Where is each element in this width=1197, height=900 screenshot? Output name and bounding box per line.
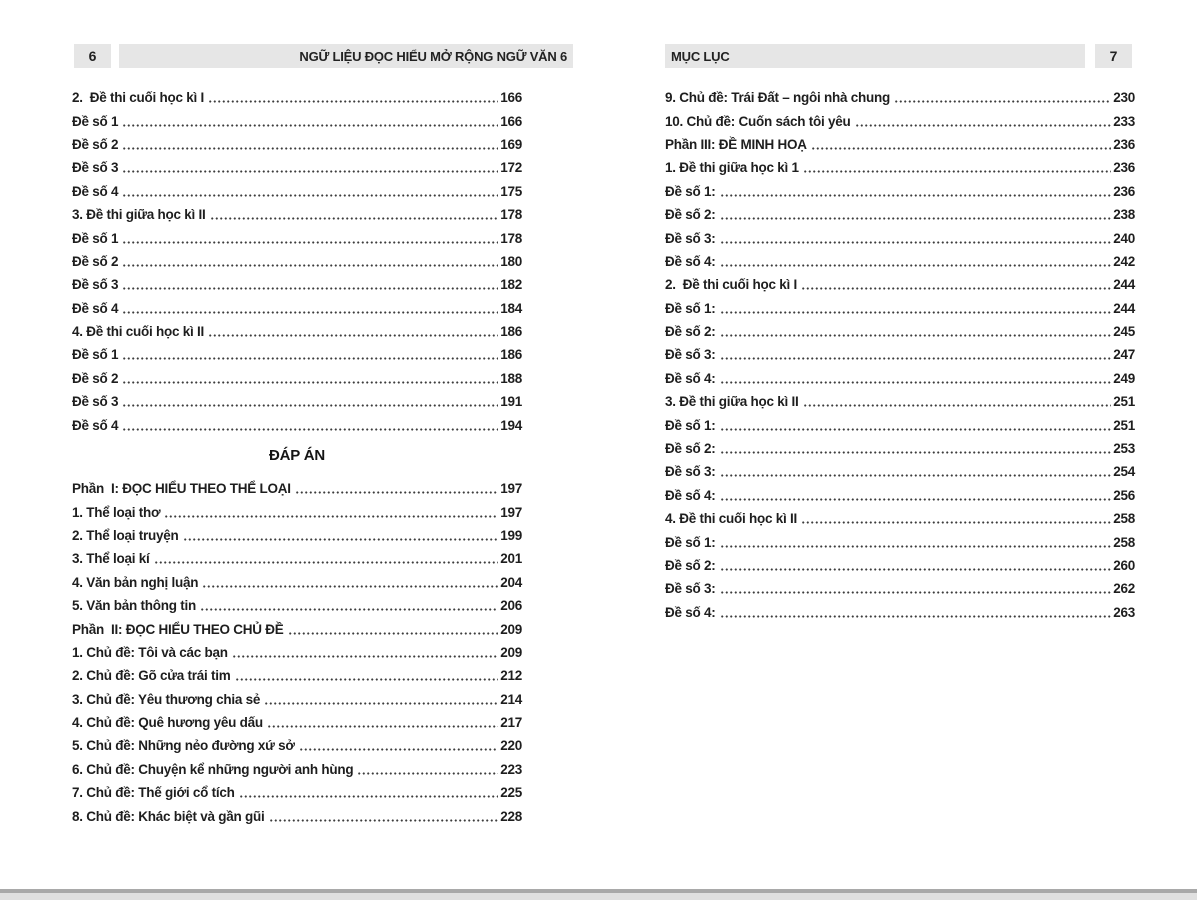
toc-dot-leader [122, 263, 498, 268]
toc-entry [72, 711, 522, 734]
toc-entry-page: 247 [1113, 347, 1135, 363]
toc-entry [665, 601, 1135, 624]
toc-entry-label: Đề số 3: [665, 581, 716, 597]
toc-entry-page: 204 [500, 574, 522, 590]
toc-dot-leader [269, 818, 499, 823]
toc-entry-page: 182 [500, 277, 522, 293]
left-page-number: 6 [74, 44, 111, 68]
toc-entry-page: 220 [500, 738, 522, 754]
toc-entry [665, 320, 1135, 343]
toc-dot-leader [894, 99, 1111, 104]
toc-dot-leader [720, 544, 1112, 549]
toc-entry [72, 413, 522, 436]
toc-entry-page: 249 [1113, 370, 1135, 386]
toc-entry-label: Đề số 4: [665, 604, 716, 620]
right-toc [665, 86, 1135, 624]
toc-entry-label: Đề số 1 [72, 230, 119, 246]
left-running-head: NGỮ LIỆU ĐỌC HIỂU MỞ RỘNG NGỮ VĂN 6 [119, 44, 573, 68]
toc-entry-label: 10. Chủ đề: Cuốn sách tôi yêu [665, 113, 851, 129]
toc-entry-label: 5. Chủ đề: Những nẻo đường xứ sở [72, 738, 295, 754]
toc-entry-label: Đề số 1 [72, 347, 119, 363]
toc-entry-page: 245 [1113, 324, 1135, 340]
toc-entry [72, 524, 522, 547]
toc-entry-page: 166 [500, 113, 522, 129]
toc-entry [72, 734, 522, 757]
toc-entry [665, 250, 1135, 273]
toc-entry [665, 484, 1135, 507]
toc-entry [72, 86, 522, 109]
toc-entry-label: 4. Đề thi cuối học kì II [72, 324, 205, 340]
toc-entry [665, 86, 1135, 109]
toc-dot-leader [720, 263, 1112, 268]
toc-entry [72, 203, 522, 226]
toc-entry-page: 258 [1113, 511, 1135, 527]
toc-entry-page: 217 [500, 715, 522, 731]
toc-entry-label: Đề số 3: [665, 230, 716, 246]
toc-dot-leader [164, 514, 498, 519]
toc-entry-label: Đề số 1: [665, 534, 716, 550]
toc-entry-page: 186 [500, 347, 522, 363]
toc-entry-page: 186 [500, 324, 522, 340]
toc-dot-leader [210, 216, 499, 221]
toc-entry [665, 390, 1135, 413]
toc-dot-leader [801, 286, 1111, 291]
toc-entry [72, 180, 522, 203]
toc-entry [72, 781, 522, 804]
toc-dot-leader [295, 490, 498, 495]
toc-entry-page: 253 [1113, 441, 1135, 457]
toc-dot-leader [720, 567, 1112, 572]
toc-entry-page: 236 [1113, 183, 1135, 199]
toc-entry [72, 571, 522, 594]
toc-entry [665, 507, 1135, 530]
toc-entry-label: 3. Chủ đề: Yêu thương chia sẻ [72, 691, 261, 707]
toc-entry-label: 2. Đề thi cuối học kì I [665, 277, 798, 293]
toc-entry [72, 109, 522, 132]
toc-entry [72, 617, 522, 640]
toc-dot-leader [122, 310, 498, 315]
toc-entry-label: 3. Thể loại kí [72, 551, 150, 567]
toc-entry-page: 228 [500, 808, 522, 824]
toc-entry-page: 175 [500, 183, 522, 199]
toc-entry-page: 258 [1113, 534, 1135, 550]
toc-entry-label: Đề số 2 [72, 136, 119, 152]
toc-entry-label: 9. Chủ đề: Trái Đất – ngôi nhà chung [665, 90, 891, 106]
toc-dot-leader [122, 123, 498, 128]
page-bottom-strip [0, 893, 1197, 900]
toc-entry-page: 254 [1113, 464, 1135, 480]
toc-dot-leader [801, 520, 1111, 525]
toc-entry-label: Đề số 4 [72, 183, 119, 199]
toc-entry-label: Đề số 3 [72, 277, 119, 293]
toc-dot-leader [811, 146, 1111, 151]
toc-entry-label: Đề số 4 [72, 417, 119, 433]
toc-entry [665, 460, 1135, 483]
toc-dot-leader [183, 537, 499, 542]
toc-dot-leader [208, 333, 498, 338]
toc-entry-page: 166 [500, 90, 522, 106]
toc-entry [72, 250, 522, 273]
toc-entry [665, 180, 1135, 203]
left-toc-bottom [72, 477, 522, 828]
toc-entry-label: 7. Chủ đề: Thế giới cổ tích [72, 785, 235, 801]
toc-entry-page: 197 [500, 481, 522, 497]
toc-entry-page: 223 [500, 761, 522, 777]
toc-dot-leader [720, 473, 1112, 478]
toc-entry-page: 197 [500, 504, 522, 520]
toc-entry-label: Đề số 3 [72, 394, 119, 410]
toc-entry-page: 251 [1113, 417, 1135, 433]
toc-entry-label: Đề số 1: [665, 417, 716, 433]
toc-entry-page: 178 [500, 230, 522, 246]
right-page-number: 7 [1095, 44, 1132, 68]
toc-entry-page: 244 [1113, 277, 1135, 293]
toc-entry-page: 201 [500, 551, 522, 567]
toc-dot-leader [720, 310, 1112, 315]
toc-entry-label: 2. Chủ đề: Gõ cửa trái tim [72, 668, 231, 684]
toc-entry [72, 500, 522, 523]
toc-entry-page: 260 [1113, 558, 1135, 573]
toc-entry-label: Đề số 4: [665, 487, 716, 503]
toc-entry [665, 297, 1135, 320]
toc-entry-page: 262 [1113, 581, 1135, 597]
toc-entry [72, 343, 522, 366]
toc-entry-page: 184 [500, 300, 522, 316]
toc-entry [72, 688, 522, 711]
toc-entry-page: 238 [1113, 207, 1135, 223]
toc-entry-page: 191 [500, 394, 522, 410]
toc-entry [72, 758, 522, 781]
toc-entry-page: 172 [500, 160, 522, 176]
toc-dot-leader [357, 771, 498, 776]
toc-dot-leader [803, 169, 1111, 174]
toc-entry [665, 133, 1135, 156]
toc-dot-leader [720, 216, 1112, 221]
toc-entry-page: 212 [500, 668, 522, 684]
toc-dot-leader [122, 403, 498, 408]
toc-dot-leader [122, 380, 498, 385]
toc-entry [72, 641, 522, 664]
toc-entry-label: 1. Đề thi giữa học kì 1 [665, 160, 799, 176]
toc-entry-label: Phần II: ĐỌC HIỂU THEO CHỦ ĐỀ [72, 621, 284, 637]
toc-entry [72, 804, 522, 827]
toc-dot-leader [122, 146, 498, 151]
toc-entry-label: Phần I: ĐỌC HIỂU THEO THỂ LOẠI [72, 481, 291, 497]
toc-dot-leader [122, 193, 498, 198]
toc-entry-label: 4. Đề thi cuối học kì II [665, 511, 798, 527]
toc-entry [72, 226, 522, 249]
toc-entry [665, 226, 1135, 249]
toc-entry [72, 297, 522, 320]
toc-dot-leader [235, 677, 499, 682]
toc-entry-page: 188 [500, 370, 522, 386]
toc-entry-label: Đề số 4 [72, 300, 119, 316]
toc-entry-label: Đề số 1 [72, 113, 119, 129]
toc-entry-label: Đề số 4: [665, 370, 716, 386]
toc-entry [72, 156, 522, 179]
toc-entry [72, 273, 522, 296]
toc-entry-label: Phần III: ĐỀ MINH HOẠ [665, 136, 807, 152]
toc-dot-leader [208, 99, 498, 104]
toc-dot-leader [122, 356, 498, 361]
toc-entry-page: 233 [1113, 113, 1135, 129]
toc-dot-leader [122, 169, 498, 174]
toc-entry [665, 530, 1135, 553]
toc-entry-page: 244 [1113, 300, 1135, 316]
toc-dot-leader [264, 701, 498, 706]
toc-dot-leader [720, 333, 1112, 338]
toc-dot-leader [720, 590, 1112, 595]
toc-entry-label: 4. Văn bản nghị luận [72, 574, 199, 590]
toc-entry-page: 242 [1113, 253, 1135, 269]
toc-entry-label: 2. Thể loại truyện [72, 527, 179, 543]
left-toc-top [72, 86, 522, 437]
toc-entry-page: 225 [500, 785, 522, 801]
toc-entry-page: 214 [500, 691, 522, 707]
toc-entry [665, 109, 1135, 132]
toc-dot-leader [855, 123, 1112, 128]
toc-dot-leader [803, 403, 1112, 408]
toc-entry [665, 343, 1135, 366]
toc-dot-leader [720, 380, 1112, 385]
toc-dot-leader [720, 240, 1112, 245]
toc-entry [72, 547, 522, 570]
toc-entry-page: 236 [1113, 160, 1135, 176]
toc-entry-label: Đề số 1: [665, 183, 716, 199]
toc-dot-leader [200, 607, 498, 612]
toc-entry-page: 194 [500, 417, 522, 433]
toc-entry-page: 251 [1113, 394, 1135, 410]
answers-section-heading: ĐÁP ÁN [268, 447, 326, 464]
toc-entry [72, 594, 522, 617]
toc-entry [72, 133, 522, 156]
toc-dot-leader [720, 614, 1112, 619]
toc-dot-leader [232, 654, 498, 659]
toc-entry [665, 577, 1135, 600]
toc-dot-leader [720, 497, 1112, 502]
toc-dot-leader [122, 427, 498, 432]
toc-entry-label: Đề số 2: [665, 558, 716, 573]
toc-entry [665, 273, 1135, 296]
toc-entry-page: 236 [1113, 136, 1135, 152]
toc-entry-page: 169 [500, 136, 522, 152]
toc-entry-label: Đề số 1: [665, 300, 716, 316]
toc-entry-label: Đề số 3 [72, 160, 119, 176]
toc-entry-label: Đề số 2: [665, 324, 716, 340]
toc-entry-page: 199 [500, 527, 522, 543]
toc-dot-leader [267, 724, 498, 729]
toc-dot-leader [288, 631, 499, 636]
toc-entry [72, 390, 522, 413]
toc-entry [72, 367, 522, 390]
toc-entry [665, 437, 1135, 460]
toc-entry-label: Đề số 2 [72, 370, 119, 386]
toc-dot-leader [720, 427, 1112, 432]
toc-dot-leader [720, 193, 1112, 198]
toc-entry-label: 8. Chủ đề: Khác biệt và gần gũi [72, 808, 265, 824]
toc-entry-page: 263 [1113, 604, 1135, 620]
toc-entry-label: Đề số 3: [665, 464, 716, 480]
toc-entry [665, 203, 1135, 226]
toc-entry-label: 6. Chủ đề: Chuyện kể những người anh hùng [72, 761, 354, 777]
toc-entry [665, 554, 1135, 577]
toc-entry-label: 3. Đề thi giữa học kì II [665, 394, 799, 410]
toc-dot-leader [720, 450, 1112, 455]
toc-entry-page: 180 [500, 253, 522, 269]
toc-entry-page: 240 [1113, 230, 1135, 246]
toc-entry-label: 3. Đề thi giữa học kì II [72, 207, 206, 223]
right-running-head: MỤC LỤC [665, 44, 1085, 68]
toc-entry-label: 4. Chủ đề: Quê hương yêu dấu [72, 715, 263, 731]
toc-entry [665, 156, 1135, 179]
toc-dot-leader [239, 794, 499, 799]
toc-entry-label: 2. Đề thi cuối học kì I [72, 90, 205, 106]
toc-entry-page: 256 [1113, 487, 1135, 503]
toc-entry-label: Đề số 2: [665, 441, 716, 457]
toc-entry-page: 209 [500, 621, 522, 637]
toc-dot-leader [122, 240, 498, 245]
toc-entry [72, 477, 522, 500]
toc-dot-leader [202, 584, 498, 589]
toc-entry-label: 1. Thể loại thơ [72, 504, 161, 520]
toc-entry-page: 230 [1113, 90, 1135, 106]
toc-entry-page: 209 [500, 644, 522, 660]
toc-entry-label: Đề số 2: [665, 207, 716, 223]
toc-entry-label: 5. Văn bản thông tin [72, 598, 196, 614]
toc-entry-page: 206 [500, 598, 522, 614]
toc-entry [72, 320, 522, 343]
toc-dot-leader [299, 747, 498, 752]
toc-dot-leader [720, 356, 1112, 361]
toc-entry-label: Đề số 4: [665, 253, 716, 269]
toc-entry-label: Đề số 3: [665, 347, 716, 363]
toc-dot-leader [122, 286, 498, 291]
toc-entry [72, 664, 522, 687]
toc-entry [665, 367, 1135, 390]
toc-entry-label: Đề số 2 [72, 253, 119, 269]
toc-dot-leader [154, 560, 499, 565]
toc-entry [665, 413, 1135, 436]
toc-entry-label: 1. Chủ đề: Tôi và các bạn [72, 644, 228, 660]
toc-entry-page: 178 [500, 207, 522, 223]
